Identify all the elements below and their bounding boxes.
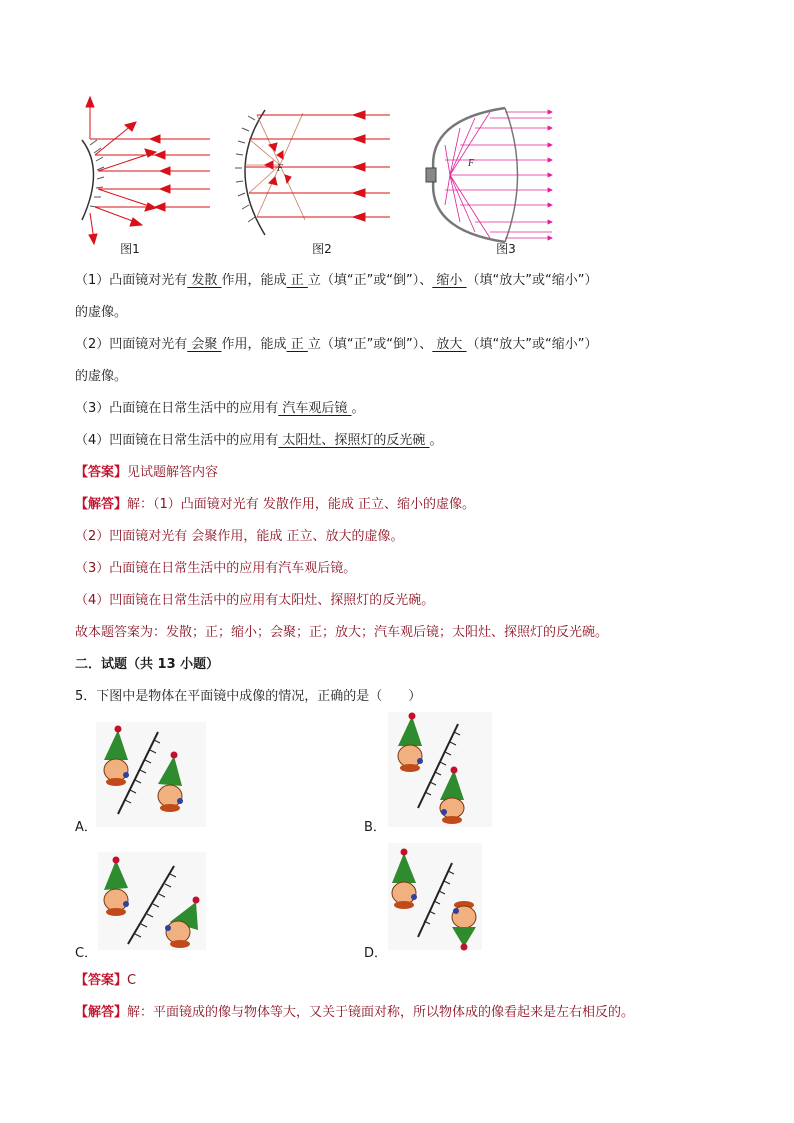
q4-part3: （3）凸面镜在日常生活中的应用有 汽车观后镜 。 [75,401,365,416]
option-a-label: A． [75,820,97,835]
q4-solution-summary: 故本题答案为：发散；正；缩小；会聚；正；放大；汽车观后镜；太阳灶、探照灯的反光碗。 [75,625,609,640]
option-b-image [388,712,492,827]
option-a-image [96,722,206,827]
q4-part2: （2）凹面镜对光有 会聚 作用，能成 正 立（填“正”或“倒”）、 放大 （填“放大”或“缩小”） [75,337,598,352]
option-c-label: C． [75,946,98,961]
figure-2-focus-label: F [277,163,284,174]
answer-tag: 【答案】 [75,973,128,988]
q4-answer: 【答案】见试题解答内容 [75,465,219,480]
q4-part2-cont: 的虚像。 [75,369,128,384]
figure-3-focus-label: F [468,158,475,169]
q5-answer: 【答案】C [75,973,137,988]
figure-1-caption: 图1 [120,242,140,256]
q4-part4: （4）凹面镜在日常生活中的应用有 太阳灶、探照灯的反光碗 。 [75,433,443,448]
q4-solution-3: （3）凸面镜在日常生活中的应用有汽车观后镜。 [75,561,357,576]
solution-tag: 【解答】 [75,1005,128,1020]
solution-tag: 【解答】 [75,497,128,512]
q4-solution-1: 【解答】解：（1）凸面镜对光有 发散作用，能成 正立、缩小的虚像。 [75,497,476,512]
figure-2-caption: 图2 [312,242,332,256]
figure-1-convex-mirror [70,95,215,245]
figure-3-reflector [420,100,560,240]
q4-part1: （1）凸面镜对光有 发散 作用，能成 正 立（填“正”或“倒”）、 缩小 （填“放大”或“缩小”） [75,273,598,288]
figure-3-caption: 图3 [496,242,516,256]
q5-solution: 【解答】解：平面镜成的像与物体等大，又关于镜面对称，所以物体成的像看起来是左右相反的。 [75,1005,635,1020]
option-b-label: B． [364,820,386,835]
q4-solution-2: （2）凹面镜对光有 会聚作用，能成 正立、放大的虚像。 [75,529,404,544]
option-d-label: D． [364,946,388,961]
option-d-image [388,843,482,950]
q5-stem: 5．下图中是物体在平面镜中成像的情况，正确的是（ ） [75,689,422,704]
section-title: 二．试题（共 13 小题） [75,657,220,672]
answer-tag: 【答案】 [75,465,128,480]
figure-2-concave-mirror [225,105,395,240]
q4-solution-4: （4）凹面镜在日常生活中的应用有太阳灶、探照灯的反光碗。 [75,593,435,608]
q4-part1-cont: 的虚像。 [75,305,128,320]
option-c-image [98,852,206,950]
